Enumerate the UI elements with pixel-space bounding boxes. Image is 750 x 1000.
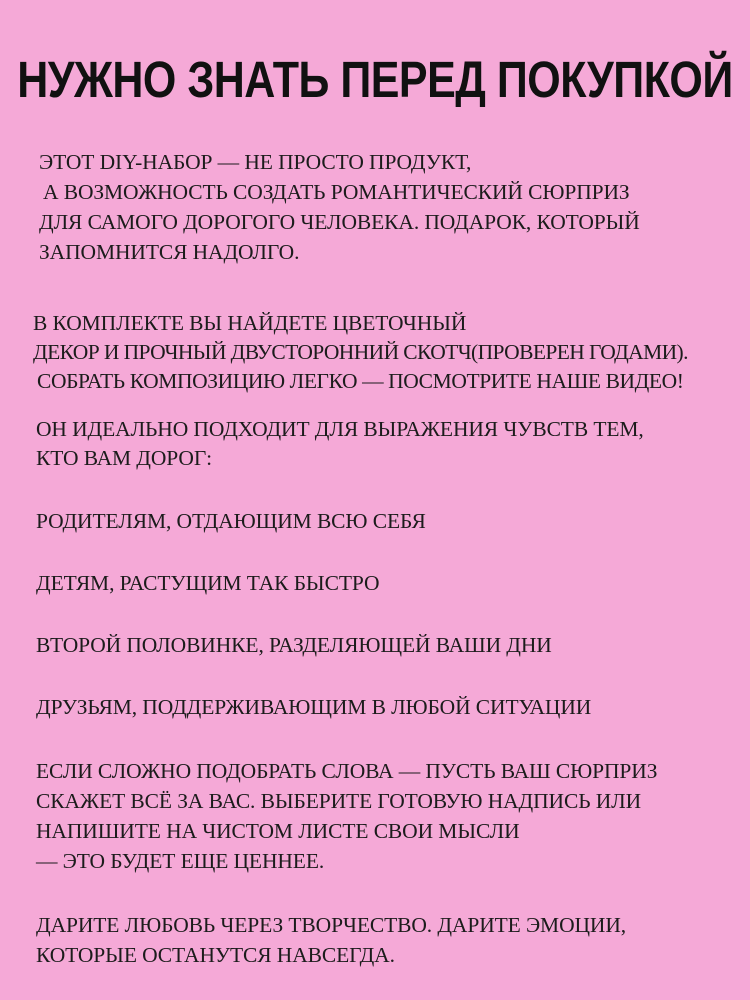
- words-line-4: — ЭТО БУДЕТ ЕЩЕ ЦЕННЕЕ.: [36, 849, 325, 873]
- kit-line-1: В КОМПЛЕКТЕ ВЫ НАЙДЕТЕ ЦВЕТОЧНЫЙ: [33, 311, 467, 335]
- kit-line-2: ДЕКОР И ПРОЧНЫЙ ДВУСТОРОННИЙ СКОТЧ(ПРОВЕРЕН ГОДАМИ).: [33, 340, 688, 364]
- intro-line-4: ЗАПОМНИТСЯ НАДОЛГО.: [39, 240, 300, 264]
- recipient-item: ДЕТЯМ, РАСТУЩИМ ТАК БЫСТРО: [36, 571, 380, 595]
- recipient-item: РОДИТЕЛЯМ, ОТДАЮЩИМ ВСЮ СЕБЯ: [36, 509, 426, 533]
- ideal-line-1: ОН ИДЕАЛЬНО ПОДХОДИТ ДЛЯ ВЫРАЖЕНИЯ ЧУВСТВ ТЕМ,: [36, 417, 644, 441]
- recipient-item: ВТОРОЙ ПОЛОВИНКЕ, РАЗДЕЛЯЮЩЕЙ ВАШИ ДНИ: [36, 633, 552, 657]
- page-title: НУЖНО ЗНАТЬ ПЕРЕД ПОКУПКОЙ: [17, 52, 733, 109]
- recipient-item: ДРУЗЬЯМ, ПОДДЕРЖИВАЮЩИМ В ЛЮБОЙ СИТУАЦИИ: [36, 695, 592, 719]
- intro-line-1: ЭТОТ DIY-НАБОР — НЕ ПРОСТО ПРОДУКТ,: [39, 150, 472, 174]
- words-line-1: ЕСЛИ СЛОЖНО ПОДОБРАТЬ СЛОВА — ПУСТЬ ВАШ СЮРПРИЗ: [36, 759, 658, 783]
- words-line-3: НАПИШИТЕ НА ЧИСТОМ ЛИСТЕ СВОИ МЫСЛИ: [36, 819, 520, 843]
- ideal-line-2: КТО ВАМ ДОРОГ:: [36, 446, 213, 470]
- words-line-2: СКАЖЕТ ВСЁ ЗА ВАС. ВЫБЕРИТЕ ГОТОВУЮ НАДПИСЬ ИЛИ: [36, 789, 642, 813]
- closing-line-1: ДАРИТЕ ЛЮБОВЬ ЧЕРЕЗ ТВОРЧЕСТВО. ДАРИТЕ ЭМОЦИИ,: [36, 913, 627, 937]
- intro-line-2: А ВОЗМОЖНОСТЬ СОЗДАТЬ РОМАНТИЧЕСКИЙ СЮРПРИЗ: [43, 180, 630, 204]
- kit-line-3: СОБРАТЬ КОМПОЗИЦИЮ ЛЕГКО — ПОСМОТРИТЕ НАШЕ ВИДЕО!: [37, 369, 684, 393]
- intro-line-3: ДЛЯ САМОГО ДОРОГОГО ЧЕЛОВЕКА. ПОДАРОК, КОТОРЫЙ: [39, 210, 640, 234]
- closing-line-2: КОТОРЫЕ ОСТАНУТСЯ НАВСЕГДА.: [36, 943, 395, 967]
